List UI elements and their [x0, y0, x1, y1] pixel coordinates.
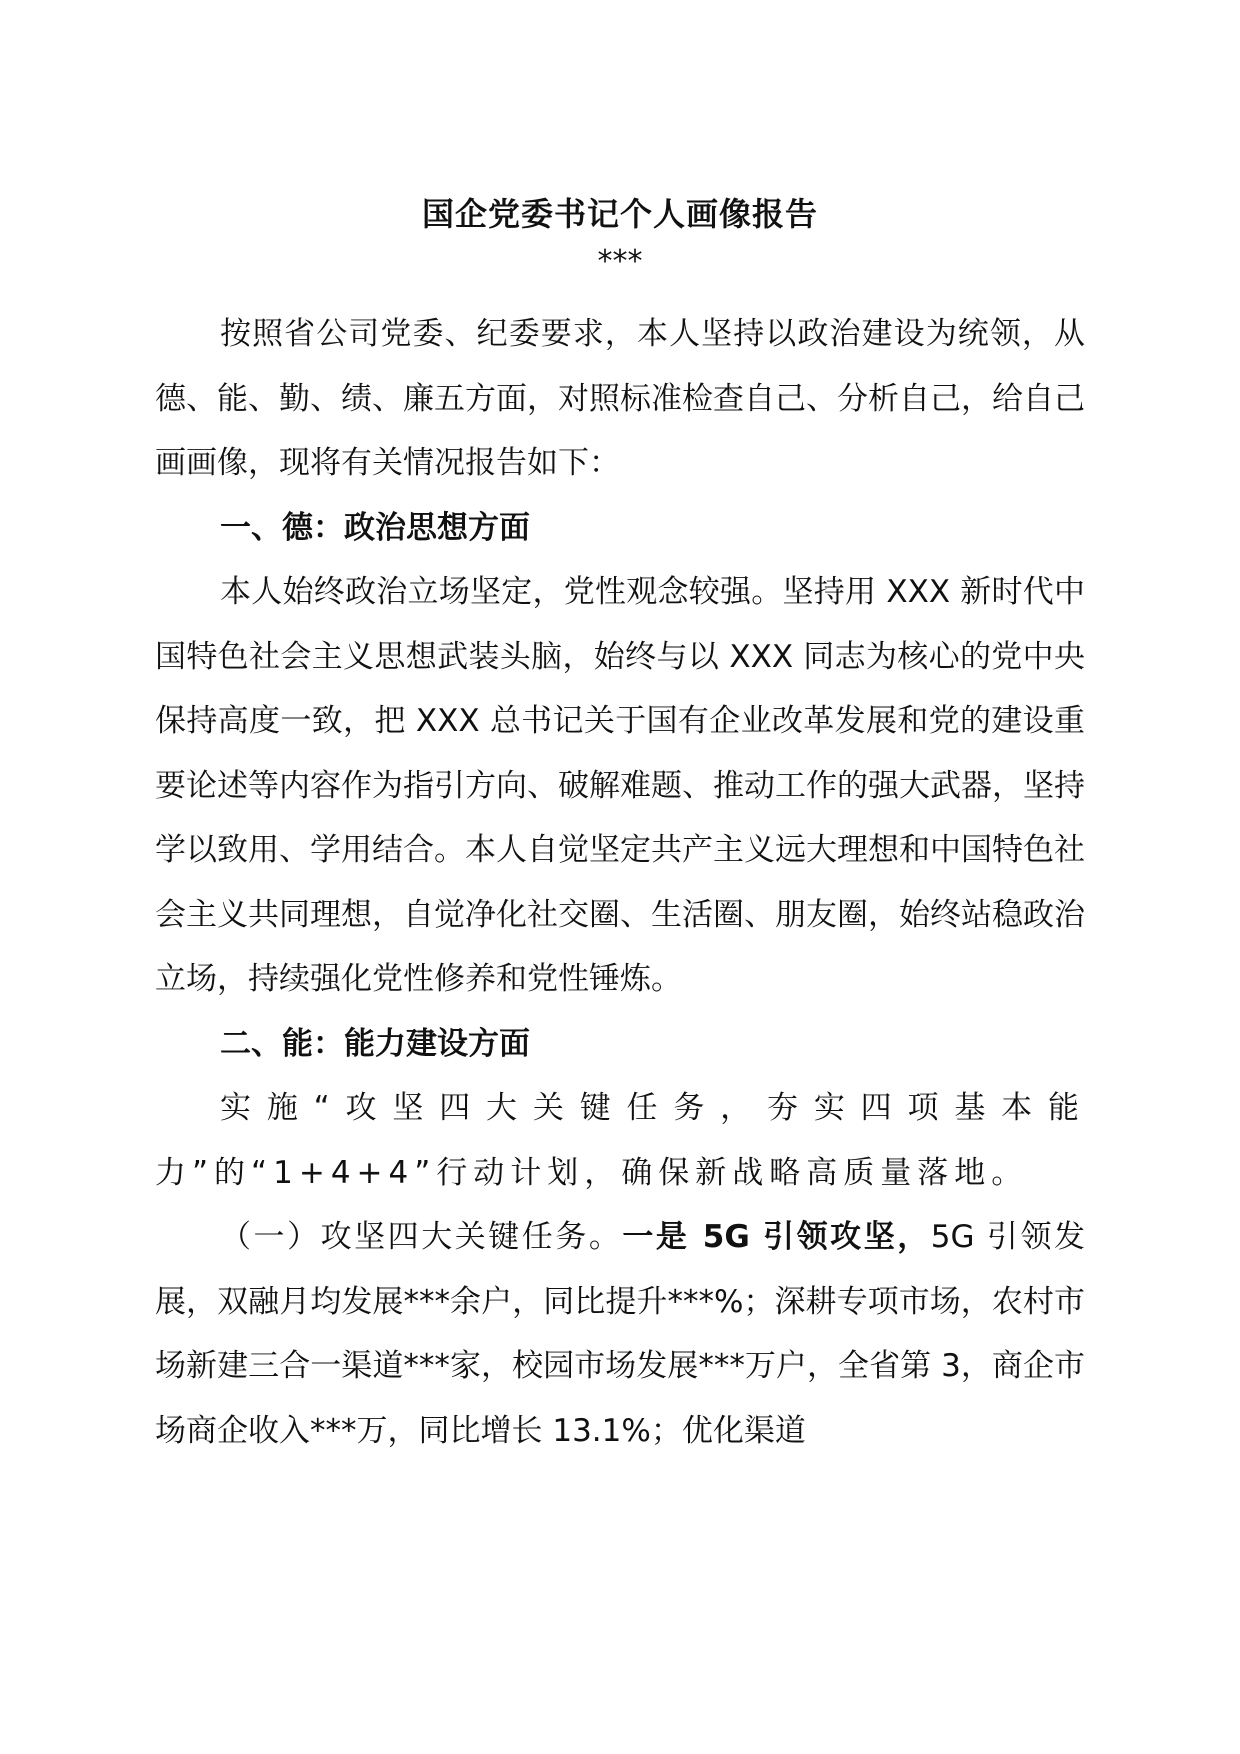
section-2-heading: 二、能：能力建设方面 — [220, 1025, 530, 1062]
subsection-1-lead: （一）攻坚四大关键任务。 — [220, 1219, 623, 1255]
section-2-paragraph: 实施“攻坚四大关键任务，夯实四项基本能力”的“1+4+4”行动计划，确保新战略高质量落地。 — [155, 1090, 1085, 1191]
document-body — [155, 190, 1085, 1463]
intro-paragraph: 按照省公司党委、纪委要求，本人坚持以政治建设为统领，从德、能、勤、绩、廉五方面，对照标准检查自己、分析自己，给自己画画像，现将有关情况报告如下： — [155, 316, 1085, 481]
subsection-1-paragraph — [155, 1205, 1085, 1463]
document-author: *** — [597, 244, 643, 279]
subsection-1-bold-point: 一是 5G 引领攻坚， — [622, 1219, 931, 1255]
document-title: 国企党委书记个人画像报告 — [421, 195, 818, 233]
section-1-heading: 一、德：政治思想方面 — [220, 509, 530, 546]
section-1-paragraph: 本人始终政治立场坚定，党性观念较强。坚持用 XXX 新时代中国特色社会主义思想武装头脑，始终与以 XXX 同志为核心的党中央保持高度一致，把 XXX 总书记关于国有企业改革发展和党的建设重要论述等内容作为指引方向、破解难题、推动工作的强大武器，坚持学以致用、学用结合。本人自觉坚定共产主义远大理想和中国特色社会主义共同理想，自觉净化社交圈、生活圈、朋友圈，始终站稳政治立场，持续强化党性修养和党性锤炼。 — [155, 574, 1085, 997]
subsection-1-text: 5G 引领发展，双融月均发展***余户，同比提升***%；深耕专项市场，农村市场新建三合一渠道***家，校园市场发展***万户，全省第 3，商企市场商企收入***万，同比增长 13.1%；优化渠道 — [155, 1219, 1085, 1449]
